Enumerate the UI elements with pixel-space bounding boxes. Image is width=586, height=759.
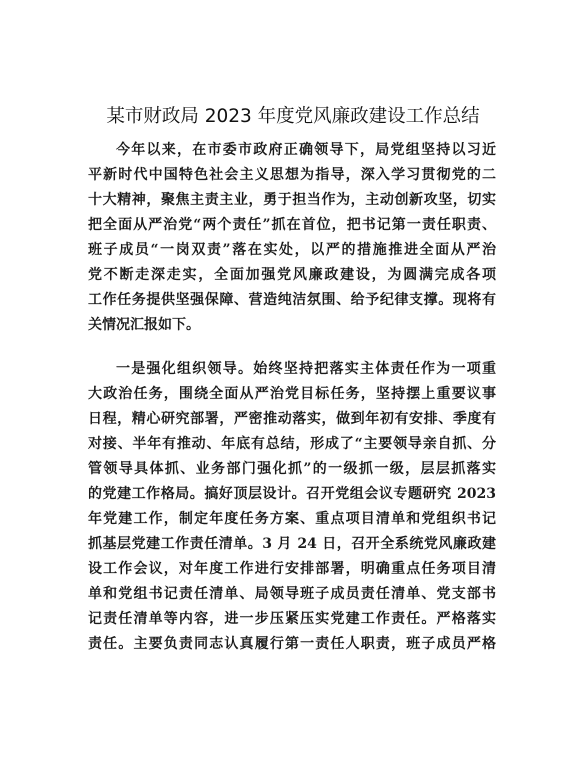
paragraph-line: 管领导具体抓、业务部门强化抓”的一级抓一级，层层抓落实: [88, 461, 496, 477]
paragraph-organization: [88, 357, 496, 657]
paragraph-line: 一是强化组织领导。始终坚持把落实主体责任作为一项重: [116, 361, 496, 377]
paragraph-line: 大政治任务，围绕全面从严治党目标任务，坚持摆上重要议事: [88, 386, 496, 402]
paragraph-line: 关情况汇报如下。: [88, 317, 200, 333]
paragraph-line: 今年以来，在市委市政府正确领导下，局党组坚持以习近: [116, 142, 496, 158]
paragraph-line: 抓基层党建工作责任清单。3 月 24 日，召开全系统党风廉政建: [88, 536, 496, 552]
paragraph-line: 工作任务提供坚强保障、营造纯洁氛围、给予纪律支撑。现将有: [88, 292, 496, 308]
paragraph-intro: [88, 138, 496, 338]
paragraph-line: 的党建工作格局。搞好顶层设计。召开党组会议专题研究 2023: [88, 486, 496, 502]
paragraph-line: 党不断走深走实，全面加强党风廉政建设，为圆满完成各项: [88, 267, 496, 283]
paragraph-line: 日程，精心研究部署，严密推动落实，做到年初有安排、季度有: [88, 411, 496, 427]
paragraph-line: 对接、半年有推动、年底有总结，形成了“主要领导亲自抓、分: [88, 436, 496, 452]
paragraph-line: 记责任清单等内容，进一步压紧压实党建工作责任。严格落实: [88, 611, 496, 627]
paragraph-line: 责任。主要负责同志认真履行第一责任人职责，班子成员严格: [88, 636, 496, 652]
paragraph-line: 年党建工作，制定年度任务方案、重点项目清单和党组织书记: [88, 511, 496, 527]
document-title: 某市财政局 2023 年度党风廉政建设工作总结: [106, 106, 480, 127]
paragraph-line: 平新时代中国特色社会主义思想为指导，深入学习贯彻党的二: [88, 167, 496, 183]
paragraph-line: 单和党组书记责任清单、局领导班子成员责任清单、党支部书: [88, 586, 496, 602]
paragraph-line: 设工作会议，对年度工作进行安排部署，明确重点任务项目清: [88, 561, 496, 577]
paragraph-line: 把全面从严治党“两个责任”抓在首位，把书记第一责任职责、: [88, 217, 496, 233]
paragraph-line: 十大精神，聚焦主责主业，勇于担当作为，主动创新攻坚，切实: [88, 192, 496, 208]
paragraph-line: 班子成员“一岗双责”落在实处，以严的措施推进全面从严治: [88, 242, 496, 258]
